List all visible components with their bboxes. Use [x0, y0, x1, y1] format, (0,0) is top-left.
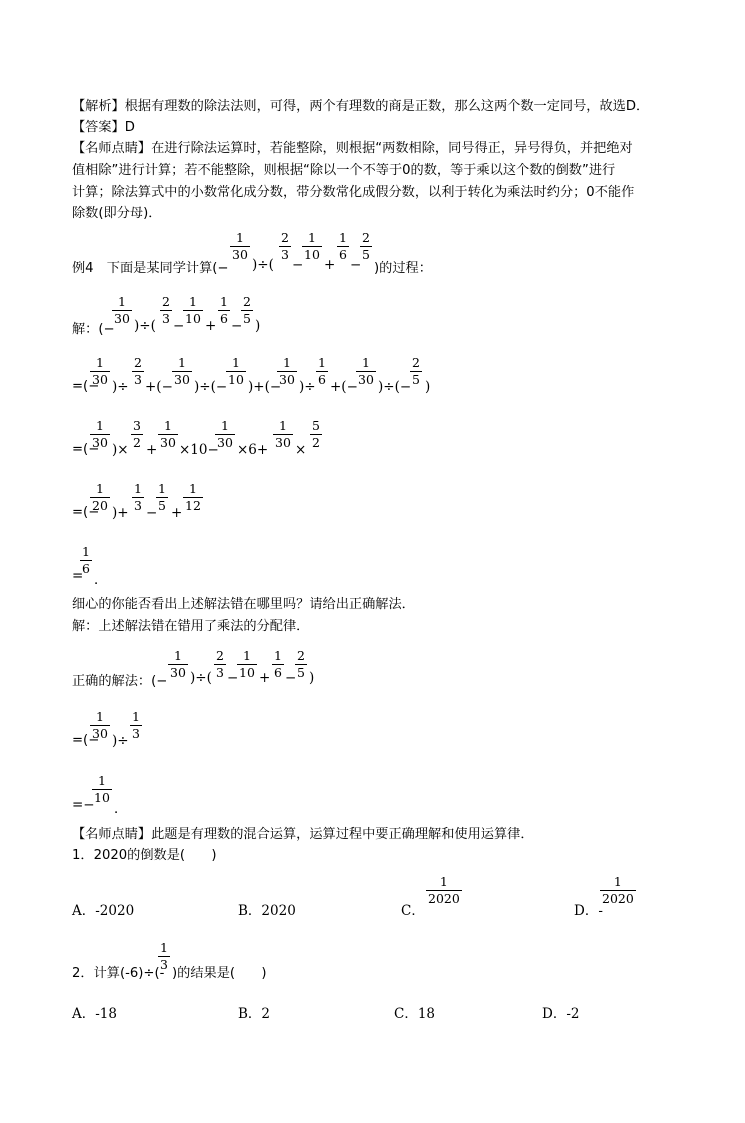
fraction: 2 3	[281, 230, 289, 262]
operator: )÷(	[252, 257, 274, 273]
fraction: 1 10	[304, 230, 320, 262]
fraction: 1 6	[274, 648, 282, 680]
operator: )+	[112, 505, 129, 521]
fraction: 1 5	[158, 481, 166, 513]
fraction: 1 3	[160, 940, 168, 972]
fraction: 2 5	[362, 230, 370, 262]
fraction: 1 3	[134, 481, 142, 513]
fraction: 2 3	[162, 294, 170, 326]
operator: ×6+	[237, 442, 269, 458]
operator: )×	[112, 442, 129, 458]
operator: )÷	[299, 379, 316, 395]
operator: −	[173, 318, 185, 334]
question-1-stem: 1．2020的倒数是( )	[72, 848, 217, 863]
operator: )	[255, 318, 261, 334]
answer-line: 【答案】D	[72, 120, 135, 135]
step-equals: =(−	[72, 733, 100, 748]
tip-line: 【名师点睛】在进行除法运算时，若能整除，则根据“两数相除，同号得正，异号得负，并把绝对	[72, 141, 633, 156]
fraction: 2 5	[297, 648, 305, 680]
operator: +	[171, 505, 183, 521]
fraction: 1 10	[94, 773, 110, 805]
question-2-stem-post: )的结果是( )	[172, 966, 267, 981]
operator: )÷(−	[378, 379, 412, 395]
fraction: 1 10	[239, 648, 255, 680]
fraction: 1 30	[358, 355, 374, 387]
operator: −	[350, 257, 362, 273]
tip-line: 【名师点睛】此题是有理数的混合运算，运算过程中要正确理解和使用运算律．	[72, 827, 534, 842]
operator: −	[285, 670, 297, 686]
operator: +	[324, 257, 336, 273]
option-d-label: D．-	[574, 903, 603, 919]
option-b: B．2020	[238, 903, 296, 919]
tip-line: 计算；除法算式中的小数常化成分数，带分数常化成假分数，以利于转化为乘法时约分；0不能作	[72, 185, 635, 200]
fraction: 1 12	[185, 481, 201, 513]
fraction: 1 30	[92, 355, 108, 387]
option-a: A．-18	[72, 1006, 117, 1022]
operator: )÷	[112, 733, 129, 749]
operator: −	[227, 670, 239, 686]
answer-line: 解：上述解法错在错用了乘法的分配律．	[72, 619, 310, 634]
option-c-label: C．	[401, 903, 425, 919]
operator: +(−	[330, 379, 358, 395]
operator: )÷	[112, 379, 129, 395]
operator: ×10−	[179, 442, 219, 458]
option-d-fraction: 1 2020	[602, 874, 634, 906]
operator: +	[146, 442, 158, 458]
operator: ．	[94, 572, 108, 588]
operator: ．	[114, 801, 128, 817]
fraction: 3 2	[133, 418, 141, 450]
operator: )	[309, 670, 315, 686]
option-c-fraction: 1 2020	[428, 874, 460, 906]
fraction: 2 3	[134, 355, 142, 387]
fraction: 1 30	[170, 648, 186, 680]
fraction: 1 6	[82, 544, 90, 576]
step-equals: =(−	[72, 379, 100, 394]
step-equals: =(−	[72, 505, 100, 520]
example-intro-tail: )的过程：	[374, 261, 432, 276]
fraction: 1 10	[185, 294, 201, 326]
fraction: 1 30	[232, 230, 248, 262]
tip-line: 除数(即分母)．	[72, 206, 162, 221]
tip-line: 值相除”进行计算；若不能整除，则根据“除以一个不等于0的数，等于乘以这个数的倒数”进行	[72, 163, 616, 178]
option-a: A．-2020	[72, 903, 135, 919]
fraction: 1 10	[228, 355, 244, 387]
correct-solution-label: 正确的解法：(−	[72, 674, 168, 689]
fraction: 1 6	[220, 294, 228, 326]
option-d: D．-2	[542, 1006, 580, 1022]
option-c: C．18	[394, 1006, 436, 1022]
fraction: 1 20	[92, 481, 108, 513]
solution-label: 解：(−	[72, 322, 115, 337]
operator: −	[146, 505, 158, 521]
operator: )÷(	[190, 670, 212, 686]
option-b: B．2	[238, 1006, 271, 1022]
operator: −	[231, 318, 243, 334]
operator: ×	[295, 442, 307, 458]
fraction: 1 30	[279, 355, 295, 387]
fraction: 1 30	[114, 294, 130, 326]
analysis-line: 【解析】根据有理数的除法法则，可得，两个有理数的商是正数，那么这两个数一定同号，故选D．	[72, 99, 650, 114]
operator: =−	[72, 797, 95, 813]
operator: )÷(	[134, 318, 156, 334]
fraction: 1 30	[275, 418, 291, 450]
question-2-options	[72, 1000, 682, 1024]
fraction: 1 30	[217, 418, 233, 450]
operator: )÷(−	[194, 379, 228, 395]
question-2-stem-row	[72, 940, 682, 985]
question-line: 细心的你能否看出上述解法错在哪里吗？请给出正确解法．	[72, 597, 415, 612]
fraction: 1 6	[318, 355, 326, 387]
fraction: 1 6	[339, 230, 347, 262]
operator: +	[259, 670, 271, 686]
question-1-options	[72, 874, 682, 924]
fraction: 2 5	[243, 294, 251, 326]
operator: =	[72, 568, 84, 584]
operator: +	[205, 318, 217, 334]
operator: +(−	[145, 379, 173, 395]
operator: )+(−	[248, 379, 282, 395]
operator: )	[425, 379, 431, 395]
question-2-stem-pre: 2．计算(-6)÷(-	[72, 966, 165, 981]
fraction: 2 5	[412, 355, 420, 387]
fraction: 2 3	[216, 648, 224, 680]
fraction: 5 2	[312, 418, 320, 450]
fraction: 1 30	[92, 709, 108, 741]
fraction: 1 30	[92, 418, 108, 450]
fraction: 1 30	[174, 355, 190, 387]
fraction: 1 3	[132, 709, 140, 741]
operator: −	[292, 257, 304, 273]
example-intro-text: 例4 下面是某同学计算(−	[72, 261, 229, 276]
step-equals: =(−	[72, 442, 100, 457]
fraction: 1 30	[160, 418, 176, 450]
